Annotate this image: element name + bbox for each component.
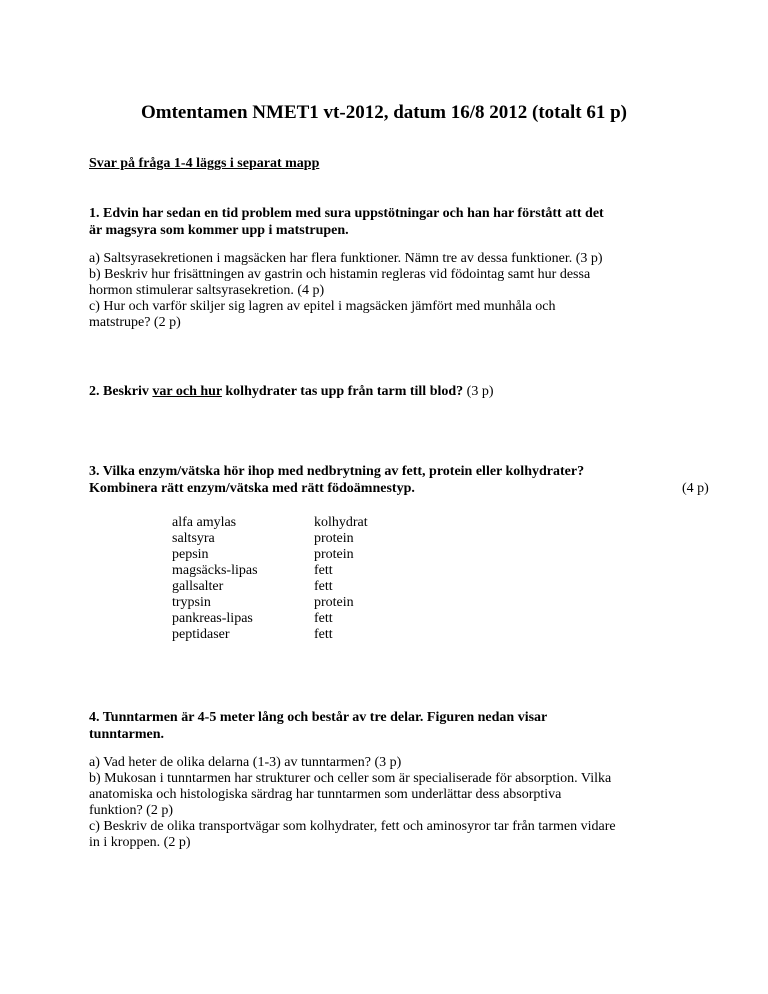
q4-a: a) Vad heter de olika delarna (1-3) av tunntarmen? (3 p): [89, 755, 402, 770]
enzyme-cell: gallsalter: [172, 579, 224, 594]
q4-c: c) Beskriv de olika transportvägar som kolhydrater, fett och aminosyror tar från tarmen vidare: [89, 819, 616, 834]
q1-heading-line: 1. Edvin har sedan en tid problem med sura uppstötningar och han har förstått att det: [89, 206, 604, 221]
nutrient-cell: fett: [314, 563, 333, 578]
q4-b: funktion? (2 p): [89, 803, 173, 818]
instruction-text: Svar på fråga 1-4 läggs i separat mapp: [89, 156, 320, 171]
q3-heading-line: 3. Vilka enzym/vätska hör ihop med nedbrytning av fett, protein eller kolhydrater?: [89, 464, 585, 479]
nutrient-cell: protein: [314, 547, 354, 562]
q4-heading-line: tunntarmen.: [89, 727, 165, 742]
q1-heading: [89, 205, 689, 239]
q2-suffix: kolhydrater tas upp från tarm till blod?: [221, 384, 464, 399]
q4-subquestions: [89, 755, 689, 851]
q1-heading-line: är magsyra som kommer upp i matstrupen.: [89, 223, 349, 238]
q1-a: a) Saltsyrasekretionen i magsäcken har flera funktioner. Nämn tre av dessa funktioner. (3 p): [89, 251, 603, 266]
q2-prefix: 2. Beskriv: [89, 384, 153, 399]
enzyme-cell: pepsin: [172, 547, 209, 562]
table-row: [172, 531, 368, 547]
q1-c: matstrupe? (2 p): [89, 315, 181, 330]
q3-heading: [89, 463, 709, 497]
table-row: [172, 579, 368, 595]
enzyme-cell: magsäcks-lipas: [172, 563, 258, 578]
q1-b: hormon stimulerar saltsyrasekretion. (4 p): [89, 283, 325, 298]
nutrient-cell: protein: [314, 595, 354, 610]
page-title: Omtentamen NMET1 vt-2012, datum 16/8 2012 (totalt 61 p): [140, 102, 628, 123]
table-row: [172, 595, 368, 611]
enzyme-cell: alfa amylas: [172, 515, 237, 530]
q2-heading: [89, 383, 689, 400]
enzyme-cell: peptidaser: [172, 627, 230, 642]
nutrient-cell: fett: [314, 611, 333, 626]
q1-subquestions: [89, 251, 689, 331]
q4-heading-line: 4. Tunntarmen är 4-5 meter lång och består av tre delar. Figuren nedan visar: [89, 710, 548, 725]
q1-b: b) Beskriv hur frisättningen av gastrin och histamin regleras vid födointag samt hur dessa: [89, 267, 591, 282]
table-row: [172, 563, 368, 579]
nutrient-cell: fett: [314, 579, 333, 594]
q4-heading: [89, 709, 689, 743]
nutrient-cell: kolhydrat: [314, 515, 368, 530]
q4-b: b) Mukosan i tunntarmen har strukturer och celler som är specialiserade för absorption. Vilka: [89, 771, 612, 786]
enzyme-table: [172, 515, 368, 643]
q4-c: in i kroppen. (2 p): [89, 835, 191, 850]
table-row: [172, 627, 368, 643]
enzyme-cell: trypsin: [172, 595, 211, 610]
table-row: [172, 515, 368, 531]
nutrient-cell: protein: [314, 531, 354, 546]
nutrient-cell: fett: [314, 627, 333, 642]
q3-points: (4 p): [682, 481, 709, 496]
q3-heading-line: Kombinera rätt enzym/vätska med rätt födoämnestyp.: [89, 481, 415, 496]
table-row: [172, 547, 368, 563]
q1-c: c) Hur och varför skiljer sig lagren av epitel i magsäcken jämfört med munhåla och: [89, 299, 556, 314]
enzyme-cell: saltsyra: [172, 531, 215, 546]
q4-b: anatomiska och histologiska särdrag har tunntarmen som underlättar dess absorptiva: [89, 787, 562, 802]
table-row: [172, 611, 368, 627]
enzyme-cell: pankreas-lipas: [172, 611, 253, 626]
q2-underlined: var och hur: [152, 384, 222, 399]
q2-points: (3 p): [463, 384, 494, 399]
